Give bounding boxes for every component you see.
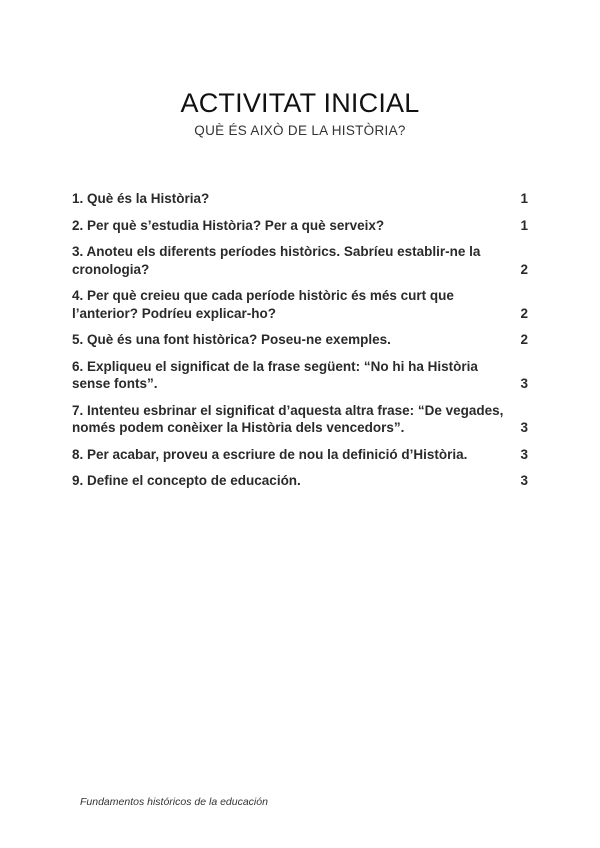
toc-item-7[interactable]: [72, 402, 528, 437]
toc-item-page: 2: [520, 332, 528, 347]
page-title: ACTIVITAT INICIAL: [180, 88, 420, 119]
toc-item-text: 4. Per què creieu que cada període històric és més curt que l’anterior? Podríeu explicar-ho?: [72, 288, 454, 321]
toc-item-page: 1: [520, 191, 528, 206]
toc-item-9[interactable]: [72, 472, 528, 490]
toc-item-text: 9. Define el concepto de educación.: [72, 473, 301, 488]
toc-item-6[interactable]: [72, 358, 528, 393]
toc-item-text: 3. Anoteu els diferents períodes històrics. Sabríeu establir-ne la cronologia?: [72, 244, 481, 277]
toc-item-1[interactable]: [72, 190, 528, 208]
toc-item-page: 1: [520, 217, 528, 233]
toc-item-page: 3: [520, 376, 528, 391]
toc-item-5[interactable]: [72, 331, 528, 349]
page-subtitle: QUÈ ÉS AIXÒ DE LA HISTÒRIA?: [194, 123, 406, 138]
toc-item-8[interactable]: [72, 446, 528, 464]
toc-item-text: 2. Per què s’estudia Història? Per a què serveix?: [72, 217, 385, 233]
toc-item-page: 2: [520, 261, 528, 277]
toc-item-text: 8. Per acabar, proveu a escriure de nou la definició d’Història.: [72, 446, 468, 462]
toc-item-text: 5. Què és una font històrica? Poseu-ne exemples.: [72, 332, 391, 347]
toc-item-page: 2: [520, 305, 528, 321]
toc-item-3[interactable]: [72, 243, 528, 278]
toc-item-text: 6. Expliqueu el significat de la frase següent: “No hi ha Història sense fonts”.: [72, 358, 478, 391]
toc-item-page: 3: [520, 446, 528, 462]
toc-item-2[interactable]: [72, 217, 528, 235]
toc-item-page: 3: [520, 473, 528, 488]
toc-item-text: 7. Intenteu esbrinar el significat d’aquesta altra frase: “De vegades, només podem conèixer la Història dels vencedors”.: [72, 402, 504, 435]
toc-item-4[interactable]: [72, 287, 528, 322]
toc-item-text: 1. Què és la Història?: [72, 191, 210, 206]
footer-note: Fundamentos históricos de la educación: [80, 796, 268, 808]
table-of-contents: [72, 190, 528, 499]
toc-item-page: 3: [520, 420, 528, 435]
